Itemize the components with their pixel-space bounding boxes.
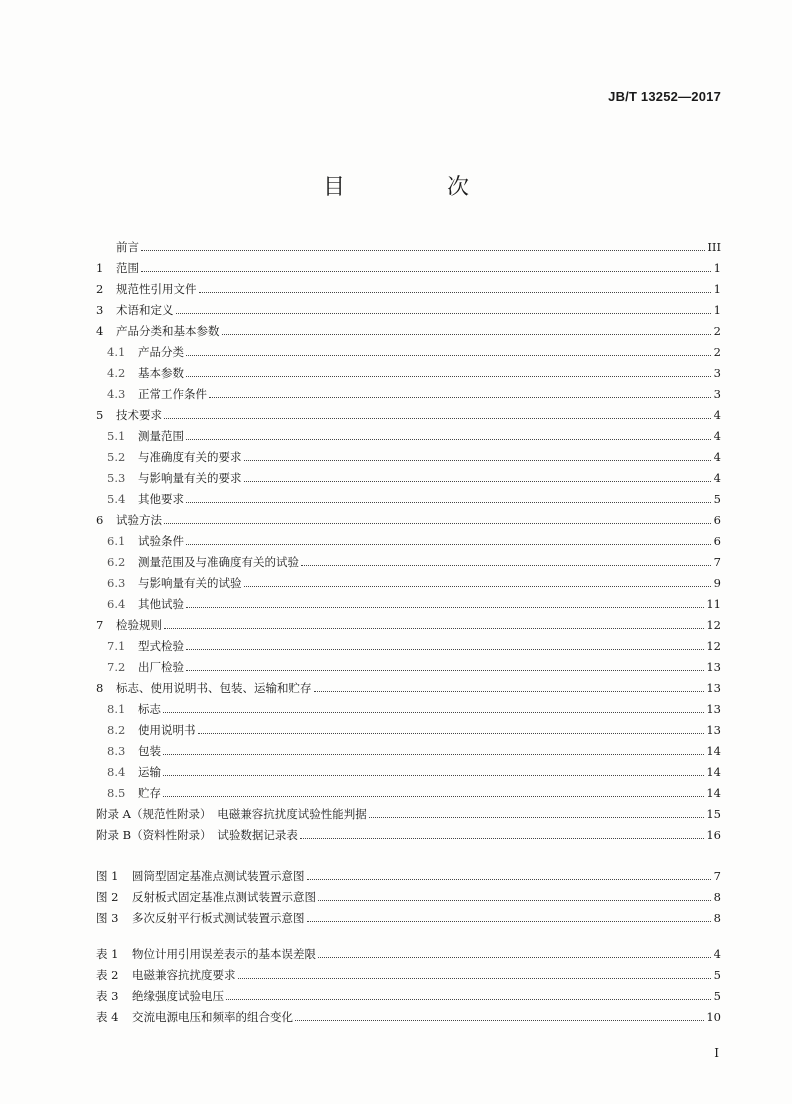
toc-entry-page: 4 — [713, 947, 721, 961]
dot-leader — [307, 920, 712, 922]
toc-entry-page: III — [707, 240, 721, 254]
dot-leader — [244, 480, 712, 482]
toc-entry[interactable] — [96, 275, 721, 296]
toc-entry-page: 7 — [713, 869, 721, 883]
dot-leader — [199, 291, 712, 293]
toc-entry[interactable] — [96, 716, 721, 737]
toc-entry-page: 2 — [713, 324, 721, 338]
toc-entry-label: 正常工作条件 — [138, 387, 207, 401]
dot-leader — [186, 648, 704, 650]
toc-entry-label: 使用说明书 — [138, 723, 196, 737]
standard-code: JB/T 13252—2017 — [608, 89, 721, 104]
toc-entry-number: 7 — [96, 618, 104, 632]
toc-entry-label: 产品分类 — [138, 345, 184, 359]
toc-entry[interactable] — [96, 961, 721, 982]
toc-entry[interactable] — [96, 443, 721, 464]
toc-entry[interactable] — [96, 380, 721, 401]
dot-leader — [163, 774, 704, 776]
toc-entry-label: 包装 — [138, 744, 161, 758]
toc-entry-page: 12 — [706, 618, 721, 632]
dot-leader — [295, 1019, 704, 1021]
toc-entry-label: 产品分类和基本参数 — [116, 324, 220, 338]
toc-entry-number: 2 — [96, 282, 104, 296]
toc-entry-page: 6 — [713, 534, 721, 548]
dot-leader — [186, 669, 704, 671]
toc-entry-number: 3 — [96, 303, 104, 317]
toc-entry[interactable] — [96, 422, 721, 443]
dot-leader — [238, 977, 712, 979]
toc-entry-number: 表 4 — [96, 1010, 119, 1024]
dot-leader — [163, 753, 704, 755]
dot-leader — [369, 816, 705, 818]
dot-leader — [198, 732, 705, 734]
toc-entry[interactable] — [96, 338, 721, 359]
toc-entry-label: 试验条件 — [138, 534, 184, 548]
toc-entry[interactable] — [96, 464, 721, 485]
toc-entry[interactable] — [96, 653, 721, 674]
dot-leader — [163, 711, 704, 713]
toc-entry[interactable] — [96, 904, 721, 925]
toc-entry-number: 8.3 — [107, 744, 126, 758]
dot-leader — [186, 354, 711, 356]
toc-entry-number: 6.1 — [107, 534, 126, 548]
toc-entry-page: 14 — [706, 765, 721, 779]
toc-entry-page: 4 — [713, 429, 721, 443]
toc-entry-label: 与准确度有关的要求 — [138, 450, 242, 464]
toc-entry-number: 7.2 — [107, 660, 126, 674]
toc-entry-page: 9 — [713, 576, 721, 590]
dot-leader — [164, 627, 704, 629]
toc-entry[interactable] — [96, 758, 721, 779]
toc-entry[interactable] — [96, 632, 721, 653]
toc-entry[interactable] — [96, 1003, 721, 1024]
toc-entry[interactable] — [96, 569, 721, 590]
toc-entry-page: 8 — [713, 890, 721, 904]
toc-figures — [96, 862, 721, 925]
toc-entry-label: 反射板式固定基准点测试装置示意图 — [132, 890, 316, 904]
toc-entry-number: 6 — [96, 513, 104, 527]
toc-entry[interactable] — [96, 779, 721, 800]
toc-entry[interactable] — [96, 233, 721, 254]
toc-entry-page: 7 — [713, 555, 721, 569]
dot-leader — [186, 543, 711, 545]
toc-entry[interactable] — [96, 254, 721, 275]
toc-entry[interactable] — [96, 940, 721, 961]
toc-entry[interactable] — [96, 296, 721, 317]
toc-entry-number: 图 1 — [96, 869, 119, 883]
toc-entry[interactable] — [96, 674, 721, 695]
toc-entry-label: 标志 — [138, 702, 161, 716]
dot-leader — [164, 522, 711, 524]
dot-leader — [244, 585, 712, 587]
toc-entry-page: 1 — [713, 303, 721, 317]
toc-entry-page: 12 — [706, 639, 721, 653]
toc-entry-label: 前言 — [116, 240, 139, 254]
toc-entry-page: 5 — [713, 968, 721, 982]
toc-entry-number: 5.4 — [107, 492, 126, 506]
dot-leader — [209, 396, 711, 398]
toc-entry-page: 4 — [713, 471, 721, 485]
toc-entry-number: 7.1 — [107, 639, 126, 653]
toc-entry-page: 5 — [713, 492, 721, 506]
dot-leader — [314, 690, 705, 692]
dot-leader — [164, 417, 711, 419]
toc-entry-label: 术语和定义 — [116, 303, 174, 317]
toc-entry[interactable] — [96, 527, 721, 548]
toc-entry-label: 电磁兼容抗扰度要求 — [132, 968, 236, 982]
toc-entry-label: 技术要求 — [116, 408, 162, 422]
toc-entry-label: 附录 B（资料性附录） 试验数据记录表 — [96, 828, 298, 842]
dot-leader — [226, 998, 711, 1000]
toc-entry-number: 4 — [96, 324, 104, 338]
toc-entry[interactable] — [96, 862, 721, 883]
toc-entry-label: 测量范围 — [138, 429, 184, 443]
toc-entry-number: 6.4 — [107, 597, 126, 611]
toc-entry-page: 1 — [713, 261, 721, 275]
toc-entry-page: 4 — [713, 408, 721, 422]
dot-leader — [307, 878, 712, 880]
toc-entry-page: 16 — [706, 828, 721, 842]
toc-entry[interactable] — [96, 982, 721, 1003]
toc-entry[interactable] — [96, 401, 721, 422]
page-number: I — [714, 1046, 719, 1060]
toc-entry-number: 4.1 — [107, 345, 126, 359]
toc-entry[interactable] — [96, 611, 721, 632]
dot-leader — [163, 795, 704, 797]
toc-entry-number: 4.3 — [107, 387, 126, 401]
dot-leader — [186, 438, 711, 440]
toc-entry-page: 3 — [713, 366, 721, 380]
toc-entry-page: 4 — [713, 450, 721, 464]
toc-entry-label: 绝缘强度试验电压 — [132, 989, 224, 1003]
toc-entry-label: 试验方法 — [116, 513, 162, 527]
toc-entry-number: 表 2 — [96, 968, 119, 982]
toc-entry-page: 8 — [713, 911, 721, 925]
toc-entry-label: 其他试验 — [138, 597, 184, 611]
toc-entry-label: 贮存 — [138, 786, 161, 800]
dot-leader — [318, 956, 711, 958]
toc-entry-page: 14 — [706, 744, 721, 758]
toc-entry-label: 型式检验 — [138, 639, 184, 653]
toc-entry-page: 15 — [706, 807, 721, 821]
toc-entry-page: 11 — [706, 597, 721, 611]
toc-entry-page: 13 — [706, 702, 721, 716]
toc-entry-label: 物位计用引用误差表示的基本误差限 — [132, 947, 316, 961]
toc-entry-page: 10 — [706, 1010, 721, 1024]
toc-entry-label: 规范性引用文件 — [116, 282, 197, 296]
toc-entry-label: 范围 — [116, 261, 139, 275]
dot-leader — [318, 899, 711, 901]
toc-entry-label: 检验规则 — [116, 618, 162, 632]
toc-main — [96, 233, 721, 842]
toc-entry-number: 表 3 — [96, 989, 119, 1003]
dot-leader — [176, 312, 712, 314]
toc-entry-label: 交流电源电压和频率的组合变化 — [132, 1010, 293, 1024]
toc-entry-number: 图 2 — [96, 890, 119, 904]
toc-entry[interactable] — [96, 883, 721, 904]
toc-entry-label: 出厂检验 — [138, 660, 184, 674]
toc-entry-number: 5 — [96, 408, 104, 422]
toc-entry-label: 其他要求 — [138, 492, 184, 506]
toc-entry-page: 5 — [713, 989, 721, 1003]
toc-entry-number: 5.1 — [107, 429, 126, 443]
toc-entry-label: 与影响量有关的要求 — [138, 471, 242, 485]
toc-entry-number: 8.1 — [107, 702, 126, 716]
dot-leader — [186, 501, 711, 503]
dot-leader — [186, 606, 704, 608]
toc-entry-number: 表 1 — [96, 947, 119, 961]
toc-entry[interactable] — [96, 590, 721, 611]
toc-entry-page: 6 — [713, 513, 721, 527]
toc-entry-number: 8.5 — [107, 786, 126, 800]
toc-entry[interactable] — [96, 317, 721, 338]
toc-entry-label: 基本参数 — [138, 366, 184, 380]
toc-entry[interactable] — [96, 548, 721, 569]
toc-entry-page: 13 — [706, 723, 721, 737]
toc-entry-page: 13 — [706, 660, 721, 674]
dot-leader — [141, 249, 705, 251]
toc-entry-page: 3 — [713, 387, 721, 401]
toc-entry-number: 8 — [96, 681, 104, 695]
toc-entry-page: 14 — [706, 786, 721, 800]
dot-leader — [301, 564, 711, 566]
toc-entry-label: 多次反射平行板式测试装置示意图 — [132, 911, 305, 925]
dot-leader — [186, 375, 711, 377]
toc-entry[interactable] — [96, 737, 721, 758]
dot-leader — [222, 333, 712, 335]
toc-entry-number: 4.2 — [107, 366, 126, 380]
toc-entry-number: 5.2 — [107, 450, 126, 464]
toc-entry-page: 13 — [706, 681, 721, 695]
toc-entry[interactable] — [96, 821, 721, 842]
dot-leader — [244, 459, 712, 461]
toc-entry-number: 1 — [96, 261, 104, 275]
toc-entry-number: 8.4 — [107, 765, 126, 779]
toc-entry[interactable] — [96, 800, 721, 821]
toc-entry-number: 6.3 — [107, 576, 126, 590]
toc-entry-label: 与影响量有关的试验 — [138, 576, 242, 590]
dot-leader — [300, 837, 705, 839]
page-title: 目 次 — [322, 175, 509, 200]
toc-entry-label: 运输 — [138, 765, 161, 779]
toc-entry-number: 5.3 — [107, 471, 126, 485]
toc-entry-number: 图 3 — [96, 911, 119, 925]
toc-tables — [96, 940, 721, 1024]
toc-entry[interactable] — [96, 506, 721, 527]
toc-entry-number: 8.2 — [107, 723, 126, 737]
toc-entry-label: 圆筒型固定基准点测试装置示意图 — [132, 869, 305, 883]
toc-entry-label: 附录 A（规范性附录） 电磁兼容抗扰度试验性能判据 — [96, 807, 367, 821]
toc-entry[interactable] — [96, 695, 721, 716]
toc-entry[interactable] — [96, 485, 721, 506]
dot-leader — [141, 270, 711, 272]
toc-entry-page: 2 — [713, 345, 721, 359]
toc-entry-label: 测量范围及与准确度有关的试验 — [138, 555, 299, 569]
toc-entry-number: 6.2 — [107, 555, 126, 569]
toc-entry-label: 标志、使用说明书、包装、运输和贮存 — [116, 681, 312, 695]
toc-entry[interactable] — [96, 359, 721, 380]
toc-entry-page: 1 — [713, 282, 721, 296]
